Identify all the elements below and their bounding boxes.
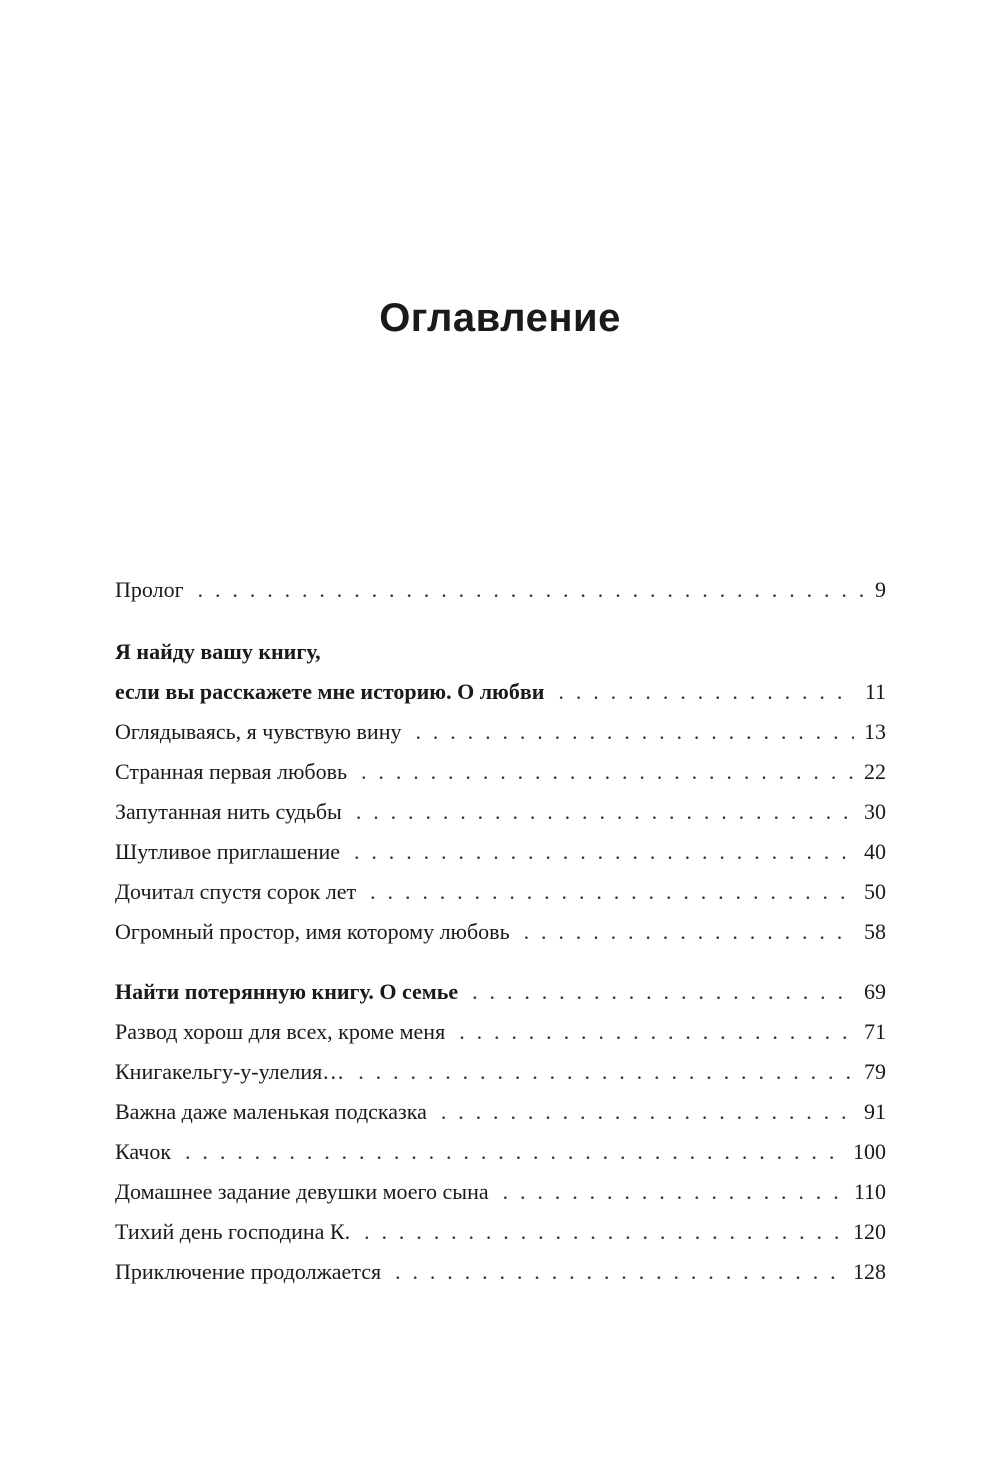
toc-entry-page: 100	[853, 1139, 886, 1164]
toc-entry-page: 91	[864, 1099, 886, 1124]
toc-entry-label: Оглядываясь, я чувствую вину	[115, 719, 402, 744]
section-heading-2	[115, 972, 886, 1012]
toc-entry-page: 9	[875, 577, 886, 602]
toc-entry-label: Домашнее задание девушки моего сына	[115, 1179, 489, 1204]
dot-leader	[370, 872, 854, 912]
toc-entry	[115, 1052, 886, 1092]
section-heading-label: если вы расскажете мне историю. О любви	[115, 679, 545, 704]
toc-entry	[115, 1172, 886, 1212]
dot-leader	[472, 972, 854, 1012]
dot-leader	[361, 752, 854, 792]
toc-entry-page: 58	[864, 919, 886, 944]
toc-entry-label: Дочитал спустя сорок лет	[115, 879, 357, 904]
toc-entry	[115, 712, 886, 752]
toc-entry-label: Приключение продолжается	[115, 1259, 382, 1284]
toc-entry-page: 71	[864, 1019, 886, 1044]
dot-leader	[356, 792, 854, 832]
section-heading-1	[115, 672, 886, 712]
toc-entry	[115, 1012, 886, 1052]
toc-entry-page: 110	[853, 1179, 886, 1204]
section-heading-label: Найти потерянную книгу. О семье	[115, 979, 459, 1004]
toc-entry-page: 40	[864, 839, 886, 864]
dot-leader	[415, 712, 854, 752]
table-of-contents	[115, 570, 886, 1292]
toc-entry-label: Шутливое приглашение	[115, 839, 340, 864]
toc-entry-page: 79	[864, 1059, 886, 1084]
toc-entry	[115, 1212, 886, 1252]
toc-entry-page: 13	[864, 719, 886, 744]
toc-entry-label: Огромный простор, имя которому любовь	[115, 919, 510, 944]
toc-entry-label: Книгакельгу-у-улелия…	[115, 1059, 345, 1084]
toc-entry-prologue	[115, 570, 886, 610]
toc-entry-label: Странная первая любовь	[115, 759, 348, 784]
toc-entry-page: 128	[853, 1259, 886, 1284]
toc-entry-label: Качок	[115, 1139, 172, 1164]
dot-leader	[459, 1012, 854, 1052]
toc-entry	[115, 752, 886, 792]
dot-leader	[503, 1172, 844, 1212]
toc-entry	[115, 912, 886, 952]
toc-entry	[115, 1132, 886, 1172]
dot-leader	[198, 570, 865, 610]
dot-leader	[558, 672, 854, 712]
toc-entry-label: Тихий день господина К.	[115, 1219, 351, 1244]
toc-entry-label: Запутанная нить судьбы	[115, 799, 342, 824]
toc-entry-label: Важна даже маленькая подсказка	[115, 1099, 427, 1124]
dot-leader	[441, 1092, 854, 1132]
toc-entry-page: 30	[864, 799, 886, 824]
dot-leader	[524, 912, 854, 952]
toc-entry-label: Пролог	[115, 577, 184, 602]
toc-entry	[115, 1252, 886, 1292]
dot-leader	[358, 1052, 854, 1092]
page-title: Оглавление	[379, 296, 621, 340]
section-heading-page: 11	[864, 679, 886, 704]
toc-entry	[115, 832, 886, 872]
toc-entry	[115, 872, 886, 912]
dot-leader	[395, 1252, 843, 1292]
toc-entry	[115, 792, 886, 832]
dot-leader	[354, 832, 854, 872]
toc-entry-page: 22	[864, 759, 886, 784]
dot-leader	[185, 1132, 843, 1172]
toc-entry-page: 120	[853, 1219, 886, 1244]
dot-leader	[364, 1212, 843, 1252]
toc-entry-label: Развод хорош для всех, кроме меня	[115, 1019, 446, 1044]
section-heading-page: 69	[864, 979, 886, 1004]
toc-entry-page: 50	[864, 879, 886, 904]
toc-entry	[115, 1092, 886, 1132]
section-heading-line1: Я найду вашу книгу,	[115, 639, 321, 664]
